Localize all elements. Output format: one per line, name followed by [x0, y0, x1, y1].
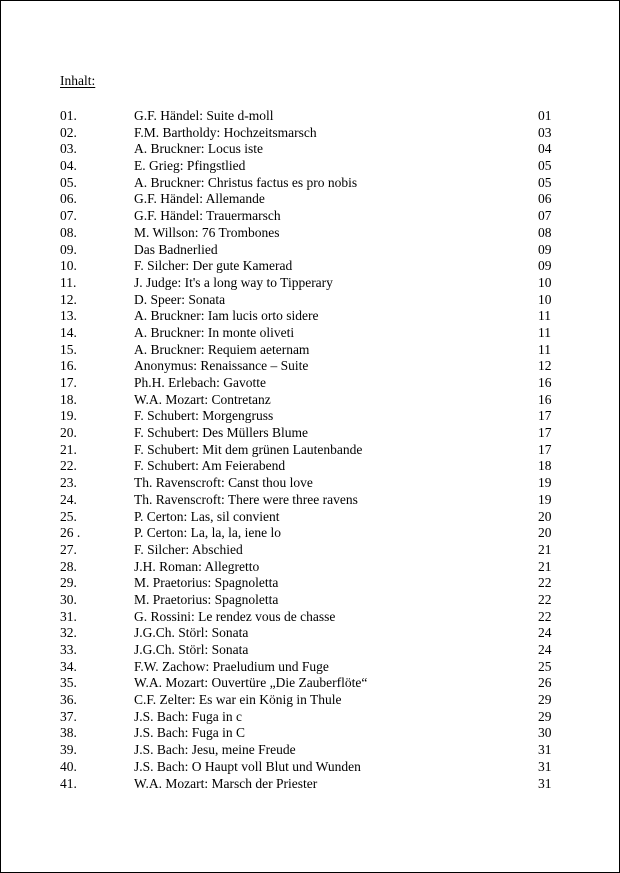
toc-entry-title: A. Bruckner: Christus factus es pro nobis: [134, 174, 358, 190]
toc-entry-page: 01: [538, 108, 552, 123]
toc-entry-page: 20: [538, 508, 552, 524]
toc-entry-number: 30.: [60, 591, 77, 607]
toc-entry-page: 11: [538, 308, 551, 324]
toc-entry-page: 03: [538, 124, 552, 140]
toc-entry-number: 05.: [60, 174, 77, 190]
toc-entry-title: A. Bruckner: In monte oliveti: [134, 324, 295, 340]
toc-entry: [60, 592, 560, 609]
toc-entry-title: F. Silcher: Abschied: [134, 541, 243, 557]
toc-entry-number: 19.: [60, 408, 77, 424]
toc-entry-number: 13.: [60, 308, 77, 324]
toc-entry-title: F. Schubert: Des Müllers Blume: [134, 425, 309, 441]
toc-entry-title: P. Certon: Las, sil convient: [134, 508, 280, 524]
toc-entry-number: 28.: [60, 558, 77, 574]
toc-entry: [60, 642, 560, 659]
toc-entry: [60, 442, 560, 459]
toc-entry-page: 10: [538, 274, 552, 290]
toc-entry-page: 09: [538, 258, 552, 274]
toc-entry-number: 32.: [60, 625, 77, 641]
toc-entry-number: 27.: [60, 541, 77, 557]
toc-entry: [60, 242, 560, 259]
toc-entry: [60, 125, 560, 142]
toc-entry: [60, 559, 560, 576]
toc-entry: [60, 525, 560, 542]
toc-entry-page: 24: [538, 625, 552, 641]
toc-entry: [60, 759, 560, 776]
toc-entry-title: F. Schubert: Mit dem grünen Lautenbande: [134, 441, 363, 457]
toc-entry-page: 16: [538, 391, 552, 407]
toc-entry-number: 26 .: [60, 525, 81, 541]
toc-entry-number: 29.: [60, 575, 77, 591]
toc-entry-page: 17: [538, 441, 552, 457]
toc-entry-page: 22: [538, 608, 552, 624]
toc-entry: [60, 675, 560, 692]
toc-entry: [60, 208, 560, 225]
toc-entry-title: Th. Ravenscroft: There were three ravens: [134, 491, 358, 507]
toc-entry-page: 18: [538, 458, 552, 474]
toc-entry-page: 12: [538, 358, 552, 374]
toc-entry-number: 02.: [60, 124, 77, 140]
toc-entry-page: 30: [538, 725, 552, 741]
toc-list: [60, 108, 560, 792]
toc-entry-number: 41.: [60, 775, 77, 791]
toc-entry-number: 34.: [60, 658, 77, 674]
toc-entry: [60, 575, 560, 592]
toc-entry-title: M. Willson: 76 Trombones: [134, 224, 280, 240]
toc-entry-title: C.F. Zelter: Es war ein König in Thule: [134, 692, 342, 708]
toc-entry-number: 22.: [60, 458, 77, 474]
toc-entry-page: 24: [538, 642, 552, 657]
toc-entry-page: 25: [538, 658, 552, 674]
toc-entry-page: 17: [538, 425, 552, 441]
toc-entry-page: 17: [538, 408, 552, 424]
toc-entry-title: A. Bruckner: Locus iste: [134, 141, 263, 157]
toc-entry: [60, 191, 560, 208]
toc-entry: [60, 475, 560, 492]
toc-entry-title: W.A. Mozart: Marsch der Priester: [134, 775, 318, 791]
toc-entry-title: J.H. Roman: Allegretto: [134, 558, 260, 574]
toc-entry-number: 31.: [60, 608, 77, 624]
toc-entry-page: 10: [538, 291, 552, 307]
toc-entry: [60, 325, 560, 342]
toc-entry-number: 10.: [60, 258, 77, 274]
toc-entry: [60, 425, 560, 442]
toc-entry-number: 03.: [60, 141, 77, 157]
toc-entry: [60, 258, 560, 275]
toc-entry-page: 19: [538, 491, 552, 507]
toc-entry-title: J. Judge: It's a long way to Tipperary: [134, 274, 333, 290]
toc-entry: [60, 408, 560, 425]
toc-entry-page: 16: [538, 375, 552, 390]
toc-entry-number: 36.: [60, 692, 77, 708]
toc-entry-title: G. Rossini: Le rendez vous de chasse: [134, 608, 336, 624]
toc-entry-title: F. Schubert: Morgengruss: [134, 408, 274, 424]
toc-entry-page: 11: [538, 341, 551, 357]
toc-entry: [60, 342, 560, 359]
toc-entry-number: 09.: [60, 241, 77, 257]
toc-entry-title: J.G.Ch. Störl: Sonata: [134, 642, 249, 657]
toc-entry: [60, 308, 560, 325]
toc-entry: [60, 158, 560, 175]
toc-entry: [60, 275, 560, 292]
toc-entry: [60, 108, 560, 125]
toc-entry-number: 17.: [60, 375, 77, 390]
toc-entry: [60, 659, 560, 676]
toc-entry: [60, 175, 560, 192]
toc-entry-title: Anonymus: Renaissance – Suite: [134, 358, 309, 374]
toc-entry-number: 18.: [60, 391, 77, 407]
toc-entry-number: 40.: [60, 758, 77, 774]
toc-entry: [60, 609, 560, 626]
toc-entry-page: 07: [538, 208, 552, 224]
toc-entry-title: W.A. Mozart: Contretanz: [134, 391, 271, 407]
toc-entry-page: 26: [538, 675, 552, 691]
toc-entry-page: 19: [538, 475, 552, 491]
toc-entry-number: 35.: [60, 675, 77, 691]
toc-entry-title: G.F. Händel: Allemande: [134, 191, 265, 207]
toc-entry: [60, 225, 560, 242]
toc-entry: [60, 392, 560, 409]
toc-entry-title: M. Praetorius: Spagnoletta: [134, 575, 279, 591]
toc-entry-title: J.S. Bach: Fuga in c: [134, 708, 242, 724]
toc-entry-title: J.G.Ch. Störl: Sonata: [134, 625, 249, 641]
toc-entry-number: 21.: [60, 441, 77, 457]
toc-entry-number: 15.: [60, 341, 77, 357]
toc-entry-page: 31: [538, 758, 552, 774]
toc-entry-title: Ph.H. Erlebach: Gavotte: [134, 375, 266, 390]
toc-entry-number: 33.: [60, 642, 77, 657]
toc-entry-number: 14.: [60, 324, 77, 340]
toc-entry-number: 20.: [60, 425, 77, 441]
toc-entry-number: 04.: [60, 158, 77, 174]
toc-entry-number: 12.: [60, 291, 77, 307]
toc-entry-title: M. Praetorius: Spagnoletta: [134, 591, 279, 607]
toc-entry-number: 16.: [60, 358, 77, 374]
toc-entry-number: 23.: [60, 475, 77, 491]
toc-entry-number: 11.: [60, 274, 77, 290]
toc-entry-number: 06.: [60, 191, 77, 207]
toc-entry-number: 24.: [60, 491, 77, 507]
toc-entry-number: 08.: [60, 224, 77, 240]
toc-entry-page: 22: [538, 575, 552, 591]
toc-entry-title: W.A. Mozart: Ouvertüre „Die Zauberflöte“: [134, 675, 368, 691]
toc-entry-title: J.S. Bach: Fuga in C: [134, 725, 246, 741]
toc-entry-title: F. Silcher: Der gute Kamerad: [134, 258, 293, 274]
toc-entry-title: Th. Ravenscroft: Canst thou love: [134, 475, 313, 491]
toc-entry-title: F. Schubert: Am Feierabend: [134, 458, 286, 474]
toc-entry: [60, 375, 560, 392]
toc-entry: [60, 542, 560, 559]
toc-entry-page: 04: [538, 141, 552, 157]
toc-entry-number: 39.: [60, 742, 77, 758]
toc-entry-page: 21: [538, 541, 552, 557]
toc-entry-title: D. Speer: Sonata: [134, 291, 226, 307]
toc-entry: [60, 625, 560, 642]
toc-heading: Inhalt:: [60, 73, 96, 88]
toc-entry: [60, 692, 560, 709]
toc-entry-page: 05: [538, 158, 552, 174]
toc-entry-page: 31: [538, 775, 552, 791]
toc-entry: [60, 742, 560, 759]
toc-entry-page: 05: [538, 174, 552, 190]
toc-entry-number: 38.: [60, 725, 77, 741]
toc-entry-title: A. Bruckner: Iam lucis orto sidere: [134, 308, 319, 324]
toc-entry-number: 37.: [60, 708, 77, 724]
toc-entry: [60, 492, 560, 509]
toc-entry: [60, 358, 560, 375]
toc-entry: [60, 709, 560, 726]
toc-entry: [60, 776, 560, 793]
toc-entry-title: G.F. Händel: Suite d-moll: [134, 108, 274, 123]
toc-entry-title: E. Grieg: Pfingstlied: [134, 158, 246, 174]
toc-entry-title: Das Badnerlied: [134, 241, 218, 257]
toc-entry-page: 06: [538, 191, 552, 207]
toc-entry-title: P. Certon: La, la, la, iene lo: [134, 525, 281, 541]
toc-entry-page: 31: [538, 742, 552, 758]
toc-entry-title: F.M. Bartholdy: Hochzeitsmarsch: [134, 124, 317, 140]
toc-entry-page: 22: [538, 591, 552, 607]
toc-entry-page: 29: [538, 708, 552, 724]
toc-entry-page: 09: [538, 241, 552, 257]
toc-entry: [60, 725, 560, 742]
toc-entry: [60, 141, 560, 158]
toc-entry-title: F.W. Zachow: Praeludium und Fuge: [134, 658, 329, 674]
toc-entry: [60, 292, 560, 309]
toc-entry-page: 21: [538, 558, 552, 574]
toc-entry-number: 25.: [60, 508, 77, 524]
toc-entry-title: A. Bruckner: Requiem aeternam: [134, 341, 310, 357]
toc-entry-page: 29: [538, 692, 552, 708]
toc-entry-page: 20: [538, 525, 552, 541]
toc-entry-number: 01.: [60, 108, 77, 123]
toc-entry: [60, 509, 560, 526]
toc-entry-title: J.S. Bach: O Haupt voll Blut und Wunden: [134, 758, 361, 774]
toc-entry: [60, 458, 560, 475]
toc-entry-title: J.S. Bach: Jesu, meine Freude: [134, 742, 296, 758]
toc-entry-page: 08: [538, 224, 552, 240]
toc-entry-number: 07.: [60, 208, 77, 224]
toc-entry-title: G.F. Händel: Trauermarsch: [134, 208, 281, 224]
toc-entry-page: 11: [538, 324, 551, 340]
